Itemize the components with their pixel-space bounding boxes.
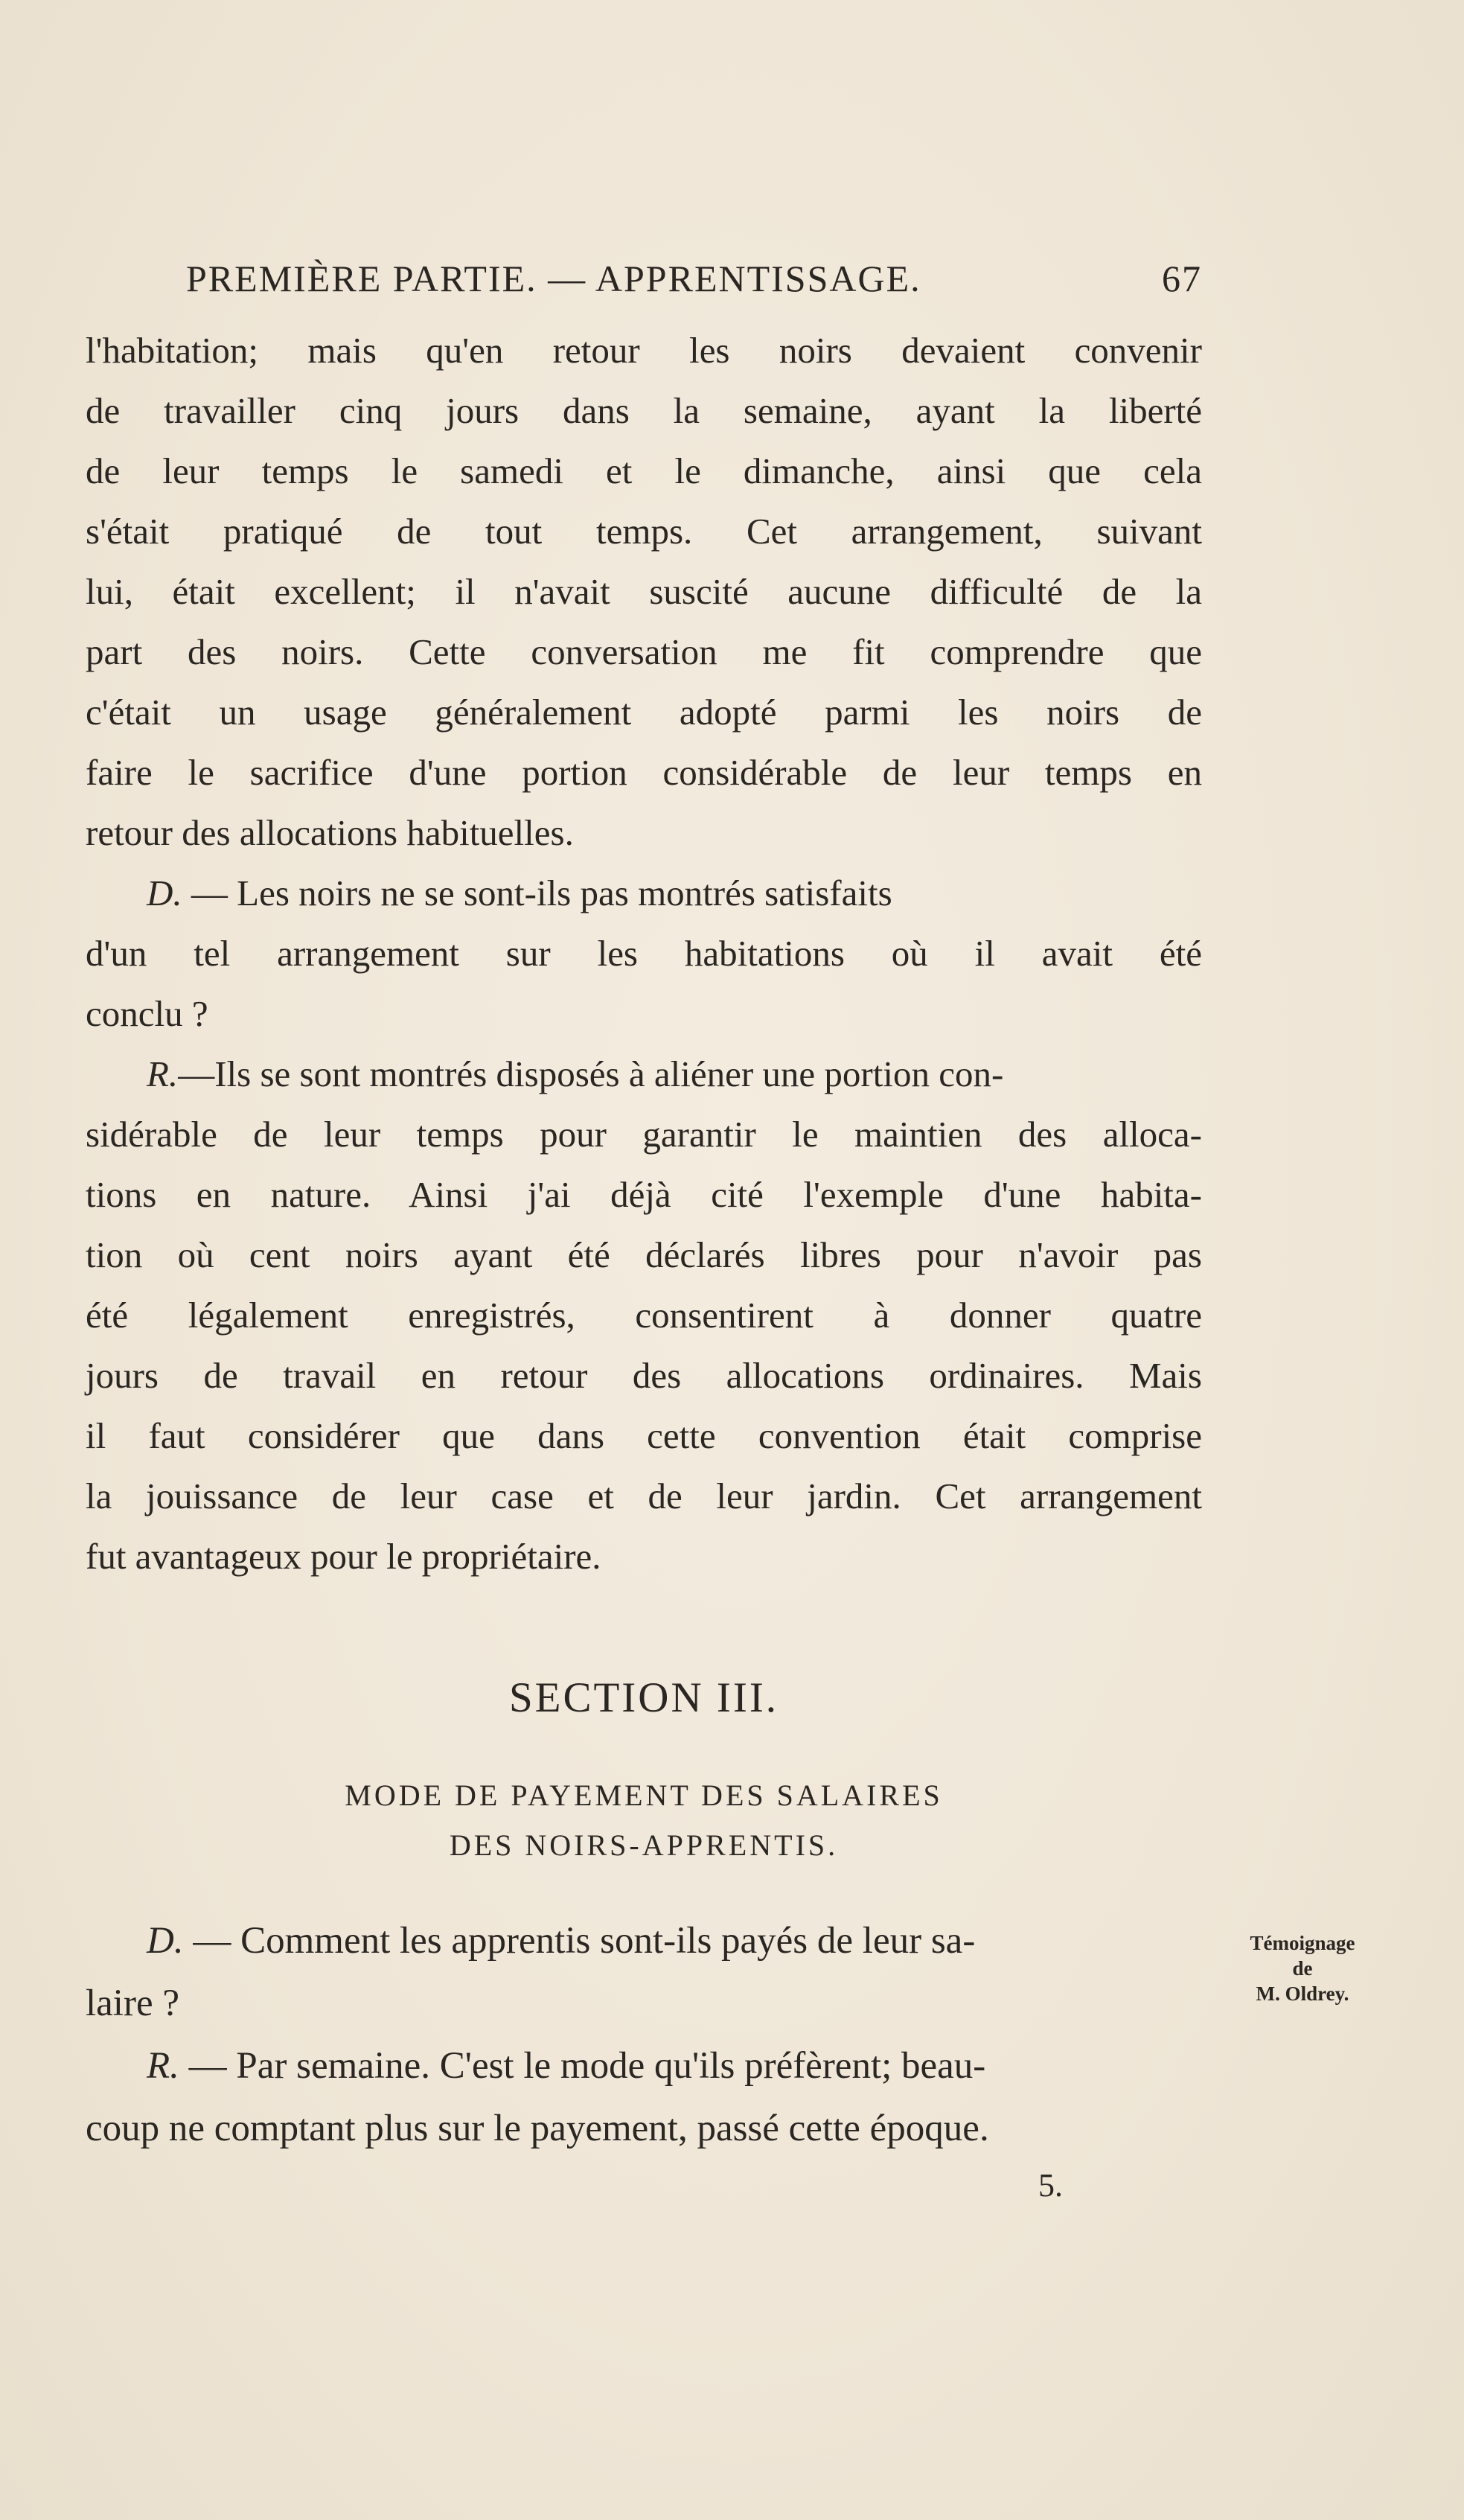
margin-note-line: Témoignage bbox=[1250, 1932, 1355, 1954]
text-line: d'un tel arrangement sur les habitations où il avait été bbox=[86, 933, 1202, 974]
margin-note bbox=[1213, 1930, 1392, 2006]
text-line: l'habitation; mais qu'en retour les noirs devaient convenir bbox=[86, 330, 1202, 371]
answer-line bbox=[86, 1044, 1202, 1104]
question-text: — Les noirs ne se sont-ils pas montrés satisfaits bbox=[191, 873, 892, 913]
answer-text: —Ils se sont montrés disposés à aliéner une portion con- bbox=[178, 1053, 1004, 1094]
text-line: coup ne comptant plus sur le payement, passé cette époque. bbox=[86, 2108, 989, 2149]
question-line bbox=[86, 863, 1202, 923]
text-line: lui, était excellent; il n'avait suscité aucune difficulté de la bbox=[86, 571, 1202, 612]
question-marker: D. bbox=[147, 1920, 184, 1962]
answer-line bbox=[86, 2035, 1202, 2097]
text-line: conclu ? bbox=[86, 993, 208, 1034]
question-line bbox=[86, 1910, 1202, 1972]
section-title: SECTION III. bbox=[508, 1674, 779, 1721]
text-line: part des noirs. Cette conversation me fit comprendre que bbox=[86, 631, 1202, 672]
text-line: tions en nature. Ainsi j'ai déjà cité l'exemple d'une habita- bbox=[86, 1174, 1202, 1215]
body-text-upper bbox=[86, 320, 1202, 1586]
answer-text: — Par semaine. C'est le mode qu'ils préfèrent; beau- bbox=[188, 2045, 986, 2087]
section-subtitle: DES NOIRS-APPRENTIS. bbox=[449, 1828, 839, 1862]
text-line: il faut considérer que dans cette convention était comprise bbox=[86, 1415, 1202, 1456]
text-line: été légalement enregistrés, consentirent à donner quatre bbox=[86, 1295, 1202, 1336]
body-text-lower bbox=[86, 1910, 1202, 2160]
text-line: s'était pratiqué de tout temps. Cet arrangement, suivant bbox=[86, 511, 1202, 552]
running-head-title: PREMIÈRE PARTIE. — APPRENTISSAGE. bbox=[186, 258, 921, 299]
section-subtitle: MODE DE PAYEMENT DES SALAIRES bbox=[345, 1779, 943, 1812]
text-line: fut avantageux pour le propriétaire. bbox=[86, 1536, 601, 1577]
question-marker: D. bbox=[147, 873, 182, 913]
page-number: 67 bbox=[1162, 258, 1202, 299]
text-line: la jouissance de leur case et de leur jardin. Cet arrangement bbox=[86, 1476, 1202, 1516]
signature-mark: 5. bbox=[1038, 2167, 1063, 2204]
margin-note-line: de bbox=[1292, 1957, 1313, 1980]
text-line: jours de travail en retour des allocations ordinaires. Mais bbox=[86, 1355, 1202, 1396]
answer-marker: R. bbox=[147, 1053, 179, 1094]
text-line: de leur temps le samedi et le dimanche, ainsi que cela bbox=[86, 450, 1202, 491]
question-text: — Comment les apprentis sont-ils payés de leur sa- bbox=[193, 1920, 976, 1962]
text-line: faire le sacrifice d'une portion considérable de leur temps en bbox=[86, 752, 1202, 793]
text-line: laire ? bbox=[86, 1982, 179, 2024]
running-head bbox=[186, 257, 1202, 300]
text-line: c'était un usage généralement adopté parmi les noirs de bbox=[86, 692, 1202, 733]
text-line: retour des allocations habituelles. bbox=[86, 812, 574, 853]
text-line: tion où cent noirs ayant été déclarés libres pour n'avoir pas bbox=[86, 1234, 1202, 1275]
margin-note-line: M. Oldrey. bbox=[1256, 1982, 1349, 2005]
text-line: sidérable de leur temps pour garantir le maintien des alloca- bbox=[86, 1114, 1202, 1155]
answer-marker: R. bbox=[147, 2045, 179, 2087]
text-line: de travailler cinq jours dans la semaine, ayant la liberté bbox=[86, 390, 1202, 431]
